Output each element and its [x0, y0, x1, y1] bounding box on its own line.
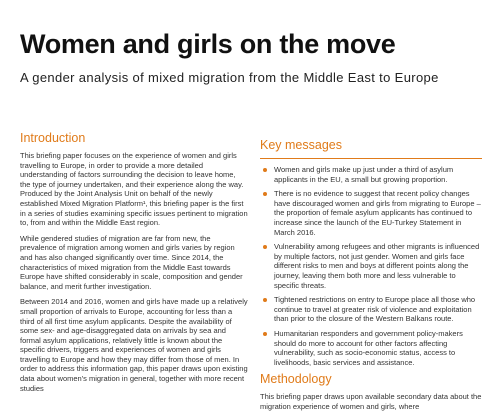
key-messages-list — [260, 165, 482, 367]
introduction-paragraph-2: While gendered studies of migration are far from new, the prevalence of migration among women and girls varies by region and has also changed significantly over time. Since 2014, the characteristics of mixed migration from the Middle East towards Europe have shifted considerably in scale, composition and gender balance, and merit further investigation. — [20, 233, 243, 291]
key-message-text: Women and girls make up just under a third of asylum applicants in the EU, a small but growing proportion. — [274, 165, 454, 184]
key-message-item — [260, 242, 482, 290]
key-messages-heading: Key messages — [260, 138, 342, 152]
bullet-dot-icon — [263, 192, 267, 196]
key-message-text: Humanitarian responders and government policy-makers should do more to account for other factors affecting vulnerability, such as socio-economic status, access to livelihoods, basic services and assistance. — [274, 328, 463, 367]
methodology-heading: Methodology — [260, 372, 332, 387]
key-message-text: There is no evidence to suggest that recent policy changes have discouraged women and girls from migrating to Europe – the proportion of female asylum applicants has continued to increase since the launch of the EU-Turkey Statement in March 2016. — [274, 189, 481, 237]
bullet-dot-icon — [263, 332, 267, 336]
key-message-item — [260, 329, 482, 367]
sidebar-column — [260, 138, 482, 417]
heading-divider — [260, 158, 482, 159]
bullet-dot-icon — [263, 168, 267, 172]
key-message-item — [260, 189, 482, 237]
key-message-text: Vulnerability among refugees and other migrants is influenced by multiple factors, not just gender. Women and girls face different risks to men and boys at different points along the journey, leaving them both more and less vulnerable to specific threats. — [274, 242, 480, 290]
bullet-dot-icon — [263, 245, 267, 249]
key-message-text: Tightened restrictions on entry to Europe place all those who continue to travel at greater risk of violence and exploitation than prior to the closure of the Western Balkans route. — [274, 295, 476, 324]
document-title: Women and girls on the move — [20, 29, 396, 59]
introduction-heading: Introduction — [20, 131, 86, 145]
methodology-paragraph: This briefing paper draws upon available secondary data about the migration experience of women and girls, where — [260, 392, 482, 411]
bullet-dot-icon — [263, 298, 267, 302]
key-message-item — [260, 165, 482, 184]
document-subtitle: A gender analysis of mixed migration from the Middle East to Europe — [20, 70, 439, 85]
key-message-item — [260, 295, 482, 324]
introduction-section — [20, 131, 248, 399]
introduction-paragraph-1: This briefing paper focuses on the experience of women and girls travelling to Europe, in order to provide a more detailed understanding of factors surrounding the decision to leave home, the type of journey undertaken, and their experience along the way. Produced by the Joint Analysis Unit on behalf of the newly established Mixed Migration Platform¹, this briefing paper is the first in a series of studies examining specific issues pertinent to migration to, from and within the Middle East region. — [20, 151, 248, 228]
introduction-paragraph-3: Between 2014 and 2016, women and girls have made up a relatively small proportion of arrivals to Europe, accounting for less than a third of all first time asylum applicants. Despite the availability of some sex- and age-disaggregated data on arrivals by sea and formal asylum applications, relatively little is known about the specific drivers, triggers and experiences of women and girls travelling to Europe and how they may differ from those of men. In order to address this information gap, this paper draws upon existing data about women's migration in general, together with more recent studies — [20, 297, 248, 393]
